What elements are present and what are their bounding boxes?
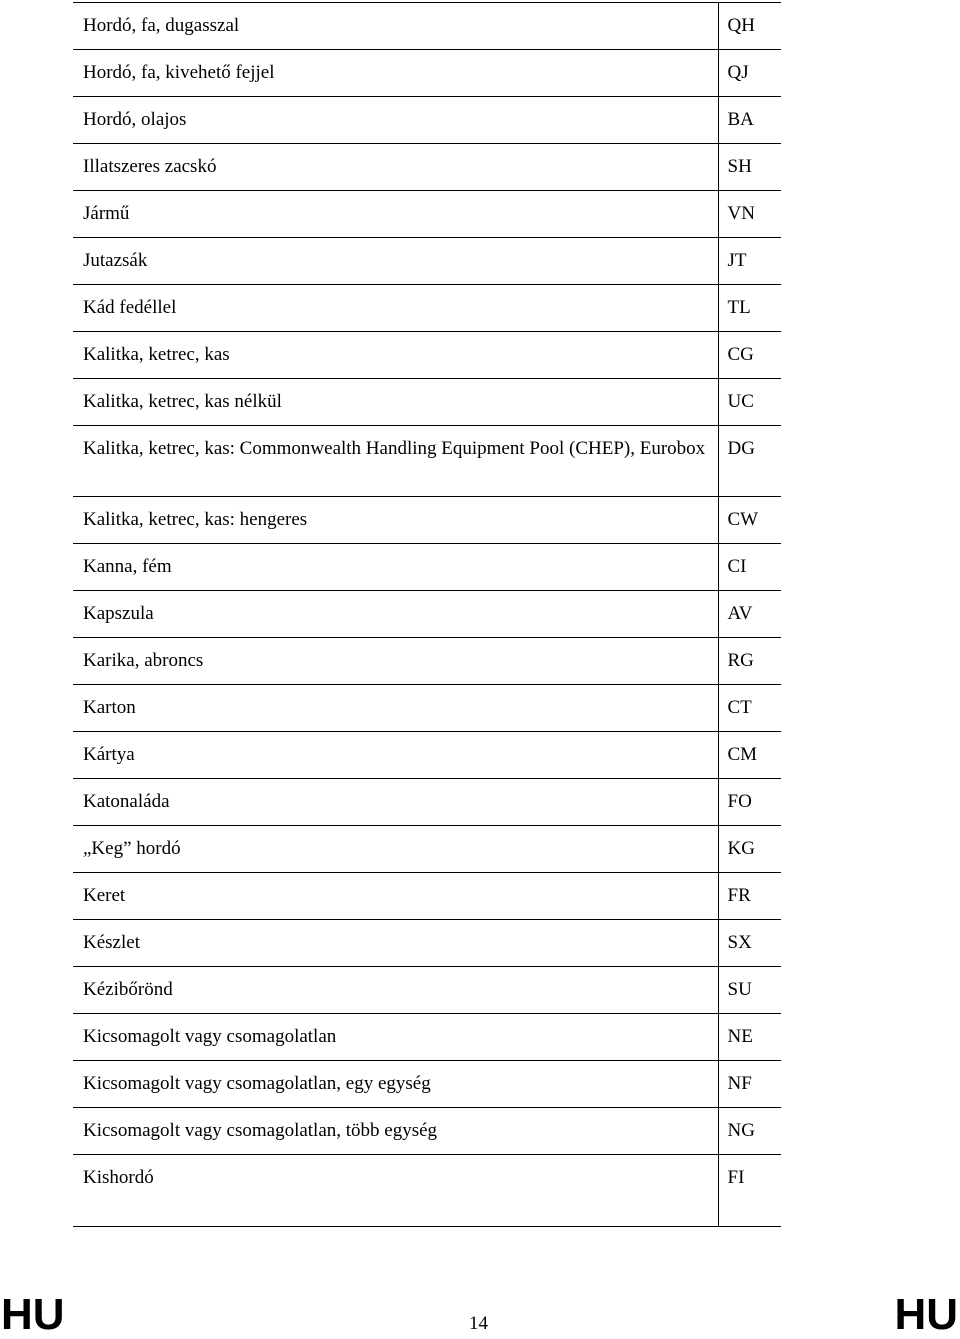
table-row bbox=[73, 873, 781, 920]
package-name: Karika, abroncs bbox=[73, 638, 718, 685]
package-code: AV bbox=[718, 591, 781, 638]
package-name: Karton bbox=[73, 685, 718, 732]
package-name: Hordó, fa, dugasszal bbox=[73, 3, 718, 50]
table-row bbox=[73, 426, 781, 497]
package-code: NF bbox=[718, 1061, 781, 1108]
package-code: RG bbox=[718, 638, 781, 685]
package-name: Jármű bbox=[73, 191, 718, 238]
table-row bbox=[73, 638, 781, 685]
package-code: JT bbox=[718, 238, 781, 285]
package-code: DG bbox=[718, 426, 781, 497]
package-name: „Keg” hordó bbox=[73, 826, 718, 873]
table-row bbox=[73, 1155, 781, 1227]
footer-language-code-left: HU bbox=[1, 1290, 65, 1339]
package-name: Kád fedéllel bbox=[73, 285, 718, 332]
package-code: VN bbox=[718, 191, 781, 238]
table-row bbox=[73, 826, 781, 873]
package-code: KG bbox=[718, 826, 781, 873]
package-code: NG bbox=[718, 1108, 781, 1155]
table-row bbox=[73, 3, 781, 50]
table-row bbox=[73, 50, 781, 97]
package-name: Kicsomagolt vagy csomagolatlan, több egység bbox=[73, 1108, 718, 1155]
package-code: QH bbox=[718, 3, 781, 50]
table-row bbox=[73, 191, 781, 238]
page-number: 14 bbox=[469, 1313, 488, 1334]
package-code: UC bbox=[718, 379, 781, 426]
table-row bbox=[73, 379, 781, 426]
package-code: CG bbox=[718, 332, 781, 379]
table-row bbox=[73, 732, 781, 779]
package-code: FR bbox=[718, 873, 781, 920]
package-code: SH bbox=[718, 144, 781, 191]
package-name: Hordó, fa, kivehető fejjel bbox=[73, 50, 718, 97]
table-row bbox=[73, 920, 781, 967]
footer-language-code-right: HU bbox=[894, 1290, 958, 1339]
package-code: CW bbox=[718, 497, 781, 544]
table-row bbox=[73, 685, 781, 732]
package-code: CM bbox=[718, 732, 781, 779]
table-row bbox=[73, 1014, 781, 1061]
package-name: Kalitka, ketrec, kas: Commonwealth Handling Equipment Pool (CHEP), Eurobox bbox=[73, 426, 718, 497]
package-code: SU bbox=[718, 967, 781, 1014]
package-name: Kishordó bbox=[73, 1155, 718, 1227]
package-name: Kapszula bbox=[73, 591, 718, 638]
package-name: Kártya bbox=[73, 732, 718, 779]
table-row bbox=[73, 497, 781, 544]
package-code: FI bbox=[718, 1155, 781, 1227]
package-code: SX bbox=[718, 920, 781, 967]
table-row bbox=[73, 1061, 781, 1108]
package-name: Kézibőrönd bbox=[73, 967, 718, 1014]
table-row bbox=[73, 238, 781, 285]
package-code: TL bbox=[718, 285, 781, 332]
package-name: Kalitka, ketrec, kas nélkül bbox=[73, 379, 718, 426]
package-code: CI bbox=[718, 544, 781, 591]
package-name: Kicsomagolt vagy csomagolatlan bbox=[73, 1014, 718, 1061]
table-row bbox=[73, 779, 781, 826]
package-code: NE bbox=[718, 1014, 781, 1061]
table-row bbox=[73, 591, 781, 638]
packaging-code-table bbox=[73, 2, 781, 1227]
table-row bbox=[73, 967, 781, 1014]
package-name: Kalitka, ketrec, kas bbox=[73, 332, 718, 379]
package-code: QJ bbox=[718, 50, 781, 97]
package-name: Kanna, fém bbox=[73, 544, 718, 591]
package-code: FO bbox=[718, 779, 781, 826]
package-name: Kalitka, ketrec, kas: hengeres bbox=[73, 497, 718, 544]
table-row bbox=[73, 97, 781, 144]
package-code: CT bbox=[718, 685, 781, 732]
package-name: Katonaláda bbox=[73, 779, 718, 826]
package-name: Keret bbox=[73, 873, 718, 920]
table-row bbox=[73, 1108, 781, 1155]
package-name: Illatszeres zacskó bbox=[73, 144, 718, 191]
package-name: Készlet bbox=[73, 920, 718, 967]
table-row bbox=[73, 544, 781, 591]
table-row bbox=[73, 285, 781, 332]
package-code: BA bbox=[718, 97, 781, 144]
table-row bbox=[73, 144, 781, 191]
table-row bbox=[73, 332, 781, 379]
package-name: Jutazsák bbox=[73, 238, 718, 285]
package-name: Hordó, olajos bbox=[73, 97, 718, 144]
package-name: Kicsomagolt vagy csomagolatlan, egy egység bbox=[73, 1061, 718, 1108]
